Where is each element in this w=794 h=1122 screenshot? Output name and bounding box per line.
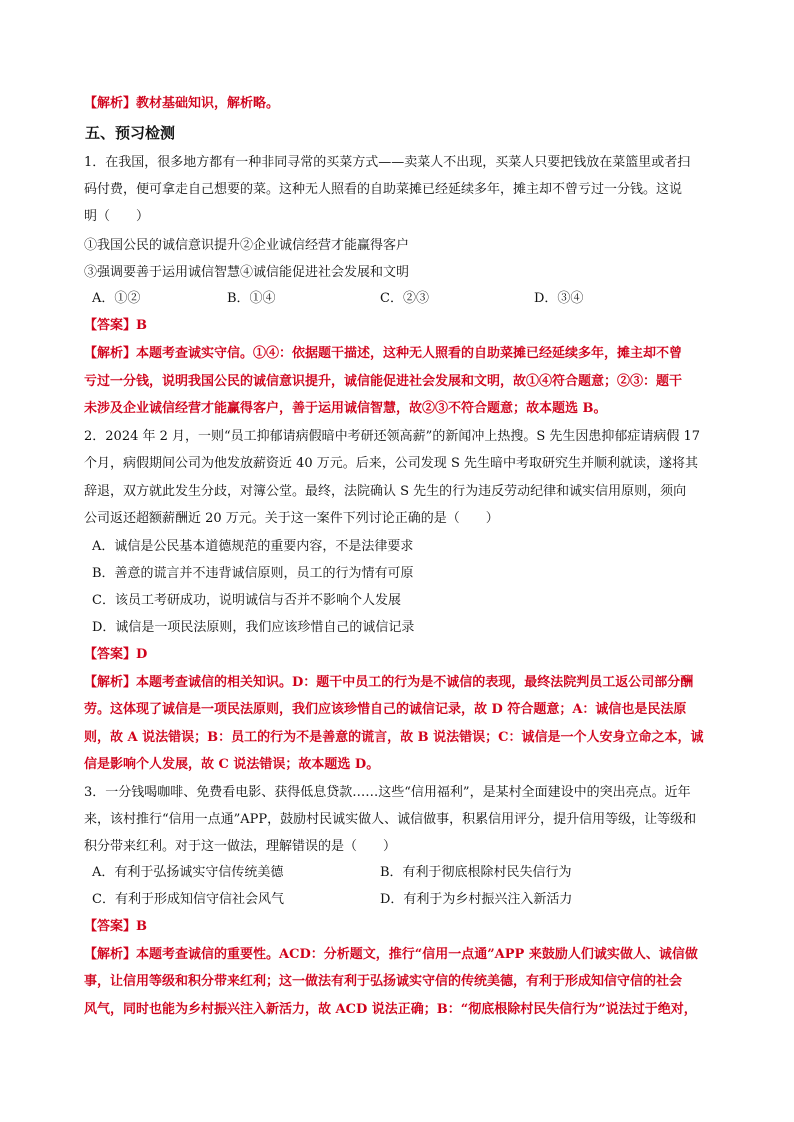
q1-statement: ①我国公民的诚信意识提升②企业诚信经营才能赢得客户	[84, 238, 410, 253]
section-title: 五、预习检测	[85, 124, 176, 142]
q1-analysis-line: 未涉及企业诚信经营才能赢得客户，善于运用诚信智慧，故②③不符合题意；故本题选 B。	[84, 401, 607, 416]
q2-option-a: A．诚信是公民基本道德规范的重要内容，不是法律要求	[92, 539, 414, 554]
q3-answer-value: B	[136, 919, 148, 934]
q2-stem-line: 辞退，双方就此发生分歧，对簿公堂。最终，法院确认 S 先生的行为违反劳动纪律和诚实信用原则，须向	[84, 484, 687, 499]
q3-option-d: D．有利于为乡村振兴注入新活力	[380, 892, 573, 907]
q3-answer-tag: 【答案】	[84, 919, 137, 934]
q3-analysis-tag: 【解析】	[84, 947, 137, 962]
q2-analysis-line: 信是影响个人发展，故 C 说法错误；故本题选 D。	[84, 757, 380, 772]
q1-analysis-line	[84, 347, 682, 360]
intro-analysis	[84, 97, 279, 110]
q2-stem-line: 2．2024 年 2 月，一则“员工抑郁请病假暗中考研还领高薪”的新闻冲上热搜。S 先生因患抑郁症请病假 17	[84, 429, 701, 444]
intro-analysis-tag: 【解析】	[84, 96, 137, 111]
q1-option-b: B．①④	[227, 291, 276, 306]
q1-analysis-tag: 【解析】	[84, 346, 137, 361]
q3-analysis-line: 风气，同时也能为乡村振兴注入新活力，故 ACD 说法正确；B：“彻底根除村民失信行为”说法过于绝对，	[84, 1002, 697, 1017]
q2-option-b: B．善意的谎言并不违背诚信原则，员工的行为情有可原	[92, 566, 414, 581]
q3-analysis-text: 本题考查诚信的重要性。ACD：分析题文，推行“信用一点通”APP 来鼓励人们诚实做人、诚信做	[136, 947, 698, 962]
q1-answer	[84, 319, 147, 332]
intro-analysis-text: 教材基础知识，解析略。	[136, 96, 280, 111]
q3-analysis-line: 事，让信用等级和积分带来红利；这一做法有利于弘扬诚实守信的传统美德，有利于形成知信守信的社会	[84, 974, 683, 989]
q2-option-d: D．诚信是一项民法原则，我们应该珍惜自己的诚信记录	[92, 620, 415, 635]
q1-stem-line: 1．在我国，很多地方都有一种非同寻常的买菜方式——卖菜人不出现，买菜人只要把钱放在菜篮里或者扫	[84, 155, 691, 170]
q2-analysis-line: 劳。这体现了诚信是一项民法原则，我们应该珍惜自己的诚信记录，故 D 符合题意；A：诚信也是民法原	[84, 702, 687, 717]
q1-statement: ③强调要善于运用诚信智慧④诚信能促进社会发展和文明	[84, 265, 410, 280]
q2-stem-line: 个月，病假期间公司为他发放薪资近 40 万元。后来，公司发现 S 先生暗中考取研究生并顺利就读，遂将其	[84, 456, 698, 471]
q2-option-c: C．该员工考研成功，说明诚信与否并不影响个人发展	[92, 593, 401, 608]
q1-answer-tag: 【答案】	[84, 318, 137, 333]
q1-stem-line: 明（ ）	[84, 209, 150, 224]
q2-stem-line: 公司返还超额薪酬近 20 万元。关于这一案件下列讨论正确的是（ ）	[84, 511, 499, 526]
q3-option-b: B．有利于彻底根除村民失信行为	[380, 865, 572, 880]
q1-stem-line: 码付费，便可拿走自己想要的菜。这种无人照看的自助菜摊已经延续多年，摊主却不曾亏过一分钱。这说	[84, 182, 683, 197]
q2-answer-value: D	[136, 647, 148, 662]
q2-answer	[84, 648, 147, 661]
q1-answer-value: B	[136, 318, 148, 333]
q3-analysis-line	[84, 948, 698, 961]
q3-option-a: A．有利于弘扬诚实守信传统美德	[92, 865, 284, 880]
q1-option-d: D．③④	[534, 291, 584, 306]
q3-stem-line: 积分带来红利。对于这一做法，理解错误的是（ ）	[84, 839, 397, 854]
q1-analysis-text: 本题考查诚实守信。①④：依据题干描述，这种无人照看的自助菜摊已经延续多年，摊主却不曾	[136, 346, 683, 361]
q2-analysis-text: 本题考查诚信的相关知识。D：题干中员工的行为是不诚信的表现，最终法院判员工返公司部分酬	[136, 675, 694, 690]
q2-analysis-line: 则，故 A 说法错误；B：员工的行为不是善意的谎言，故 B 说法错误；C：诚信是一个人安身立命之本，诚	[84, 730, 704, 745]
q2-answer-tag: 【答案】	[84, 647, 137, 662]
q1-option-a: A．①②	[92, 291, 141, 306]
q3-stem-line: 来，该村推行“信用一点通”APP，鼓励村民诚实做人、诚信做事，积累信用评分，提升信用等级，让等级和	[84, 812, 697, 827]
q2-analysis-line	[84, 676, 693, 689]
q3-option-c: C．有利于形成知信守信社会风气	[92, 892, 284, 907]
q1-analysis-line: 亏过一分钱，说明我国公民的诚信意识提升，诚信能促进社会发展和文明，故①④符合题意；②③：题干	[84, 374, 683, 389]
q1-option-c: C．②③	[380, 291, 429, 306]
q3-answer	[84, 920, 147, 933]
q2-analysis-tag: 【解析】	[84, 675, 137, 690]
q3-stem-line: 3．一分钱喝咖啡、免费看电影、获得低息贷款……这些“信用福利”，是某村全面建设中的突出亮点。近年	[84, 785, 691, 800]
